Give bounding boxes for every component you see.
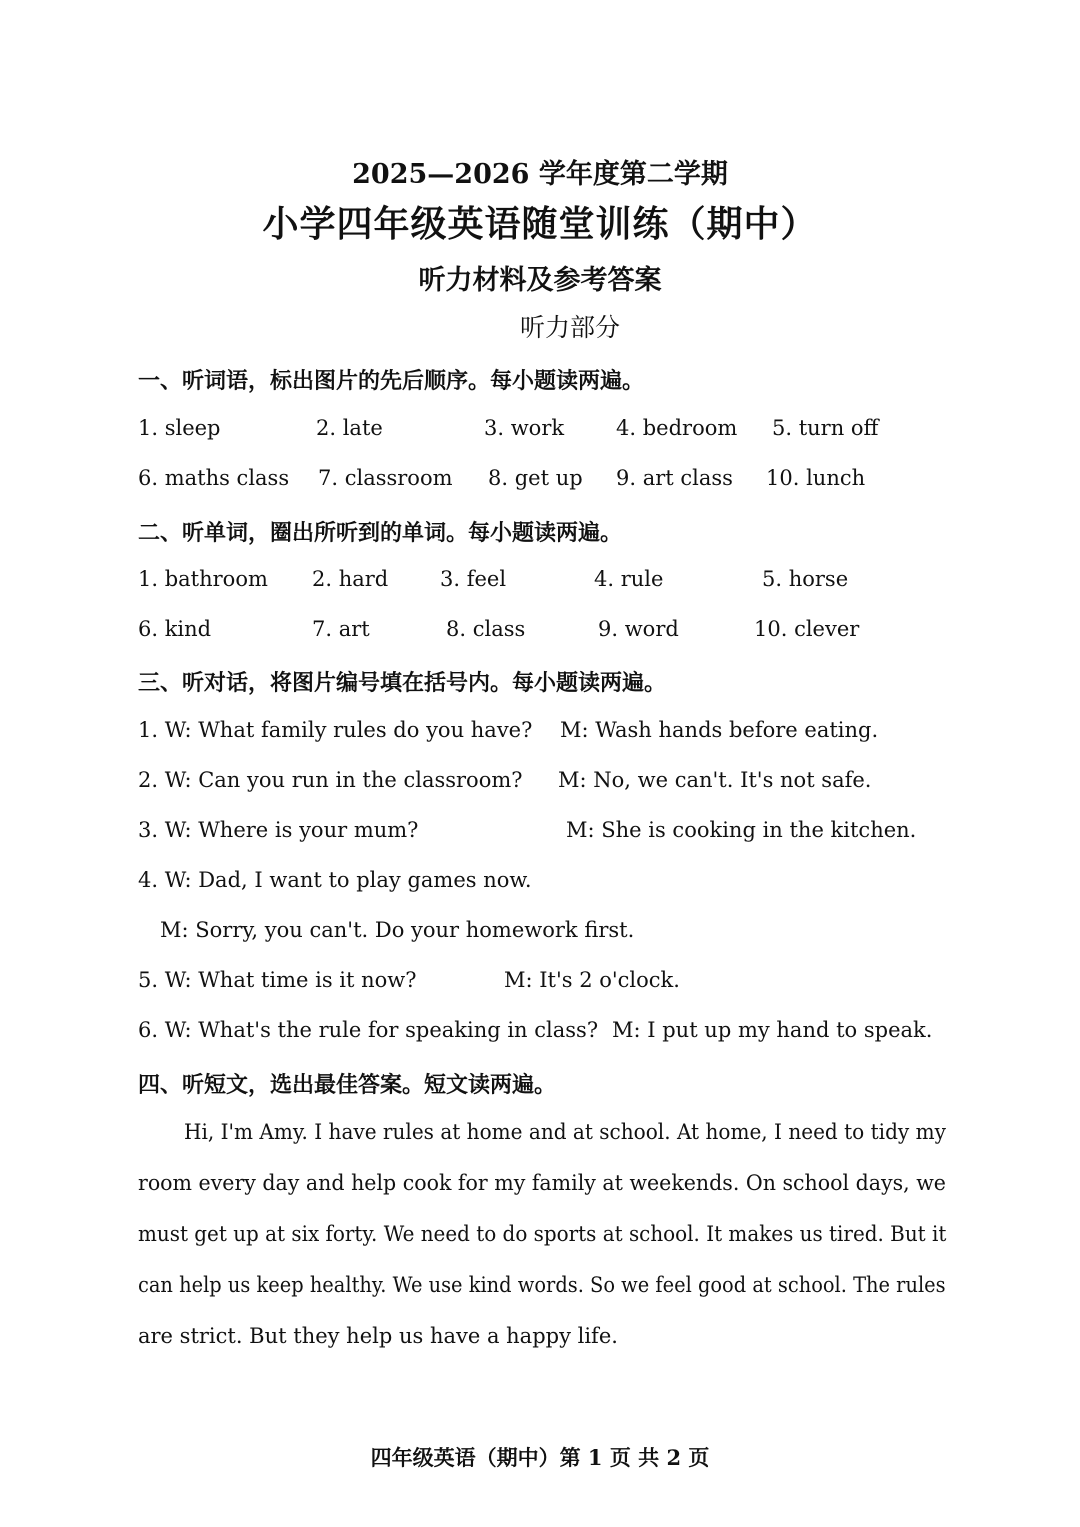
passage-line: can help us keep healthy. We use kind words. So we feel good at school. The rules (138, 1273, 946, 1297)
section1-item: 10. lunch (766, 466, 866, 490)
dialog-w-line: 6. W: What's the rule for speaking in class? (138, 1018, 599, 1042)
exam-year: 2025—2026 学年度第二学期 (352, 159, 728, 190)
section2-item: 9. word (598, 617, 679, 641)
section2-item: 8. class (446, 617, 526, 641)
dialog-w-line: 5. W: What time is it now? (138, 968, 417, 992)
section1-item: 1. sleep (138, 416, 221, 440)
passage-line: room every day and help cook for my family at weekends. On school days, we (138, 1171, 946, 1195)
passage-line: must get up at six forty. We need to do sports at school. It makes us tired. But it (138, 1222, 947, 1246)
exam-subtitle: 听力材料及参考答案 (418, 265, 662, 296)
section2-item: 5. horse (762, 567, 849, 591)
dialog-w-line: 2. W: Can you run in the classroom? (138, 768, 523, 792)
section1-item: 5. turn off (772, 416, 879, 440)
dialog-m-line: M: Wash hands before eating. (560, 718, 879, 742)
section2-item: 4. rule (594, 567, 664, 591)
section1-item: 9. art class (616, 466, 733, 490)
dialog-m-line: M: I put up my hand to speak. (612, 1018, 933, 1042)
passage-line: are strict. But they help us have a happy life. (138, 1324, 618, 1348)
part-title: 听力部分 (519, 313, 620, 342)
section4-title: 四、听短文，选出最佳答案。短文读两遍。 (138, 1072, 557, 1098)
section2-title: 二、听单词，圈出所听到的单词。每小题读两遍。 (138, 520, 623, 546)
section1-item: 8. get up (488, 466, 583, 490)
section2-item: 10. clever (754, 617, 860, 641)
section1-item: 7. classroom (318, 466, 453, 490)
section1-item: 6. maths class (138, 466, 290, 490)
dialog-m-line: M: No, we can't. It's not safe. (558, 768, 872, 792)
dialog-w-line: 3. W: Where is your mum? (138, 818, 419, 842)
page-footer: 四年级英语（期中）第 1 页 共 2 页 (370, 1445, 710, 1470)
section1-item: 4. bedroom (616, 416, 738, 440)
dialog-m-line: M: She is cooking in the kitchen. (566, 818, 917, 842)
section1-item: 3. work (484, 416, 565, 440)
section3-title: 三、听对话，将图片编号填在括号内。每小题读两遍。 (138, 670, 667, 696)
dialog-w-line: 4. W: Dad, I want to play games now. (138, 868, 532, 892)
section1-item: 2. late (316, 416, 383, 440)
dialog-m-line: M: Sorry, you can't. Do your homework first. (160, 918, 635, 942)
exam-title: 小学四年级英语随堂训练（期中） (262, 203, 818, 245)
section1-title: 一、听词语，标出图片的先后顺序。每小题读两遍。 (138, 368, 645, 394)
section2-item: 2. hard (312, 567, 389, 591)
passage-line: Hi, I'm Amy. I have rules at home and at school. At home, I need to tidy my (184, 1120, 946, 1144)
dialog-w-line: 1. W: What family rules do you have? (138, 718, 533, 742)
section2-item: 1. bathroom (138, 567, 268, 591)
section2-item: 7. art (312, 617, 370, 641)
section2-item: 6. kind (138, 617, 212, 641)
section2-item: 3. feel (440, 567, 507, 591)
dialog-m-line: M: It's 2 o'clock. (504, 968, 680, 992)
